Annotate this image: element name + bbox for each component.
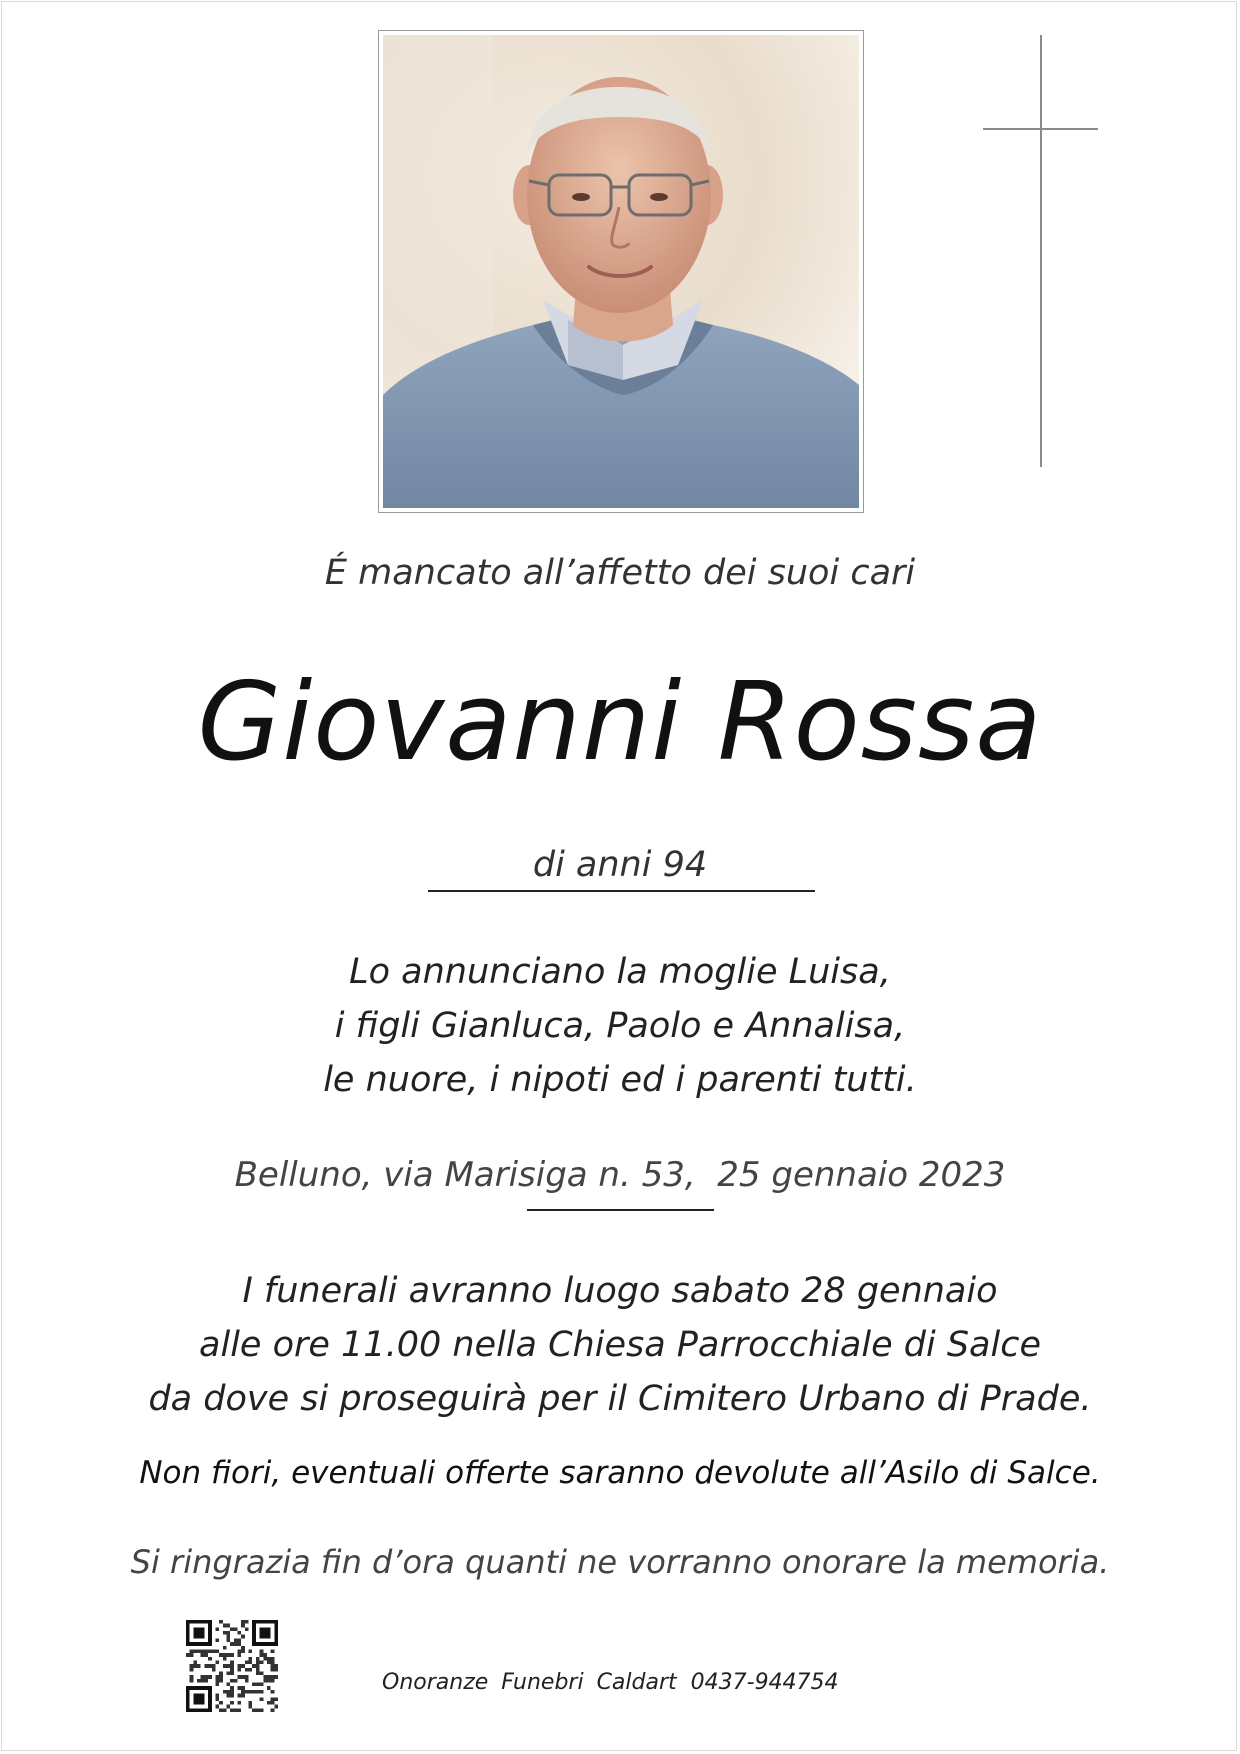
place-date-line: [0, 1155, 1240, 1195]
qr-code-graphic: [186, 1620, 278, 1712]
no-flowers-text: Non fiori, eventuali offerte saranno devolute all’Asilo di Salce.: [139, 1455, 1101, 1491]
announcement-block: [0, 945, 1240, 1107]
address-text: Belluno, via Marisiga n. 53,: [234, 1155, 696, 1195]
funeral-line: alle ore 11.00 nella Chiesa Parrocchiale di Salce: [199, 1325, 1041, 1365]
announcement-line: i figli Gianluca, Paolo e Annalisa,: [334, 1006, 906, 1046]
qr-code-icon[interactable]: [186, 1620, 278, 1712]
thanks-text: Si ringrazia fin d’ora quanti ne vorranno onorare la memoria.: [130, 1543, 1110, 1581]
deceased-name: Giovanni Rossa: [197, 660, 1043, 785]
funeral-line: I funerali avranno luogo sabato 28 gennaio: [242, 1271, 998, 1311]
funeral-line: da dove si proseguirà per il Cimitero Urbano di Prade.: [148, 1379, 1092, 1419]
funeral-info-block: [0, 1264, 1240, 1426]
cross-vertical-bar: [1040, 35, 1042, 467]
cross-horizontal-bar: [983, 128, 1098, 130]
announcement-line: le nuore, i nipoti ed i parenti tutti.: [323, 1060, 917, 1100]
funeral-home-name: Onoranze Funebri Caldart: [382, 1670, 677, 1695]
intro-text: É mancato all’affetto dei suoi cari: [324, 553, 916, 593]
date-text: 25 gennaio 2023: [717, 1155, 1006, 1195]
place-date-underline: [527, 1209, 714, 1211]
cross-icon: [980, 35, 1100, 470]
portrait-illustration: [383, 35, 859, 508]
footer: [382, 1670, 839, 1695]
portrait-photo: [378, 30, 864, 513]
age-text: di anni 94: [532, 845, 708, 885]
announcement-line: Lo annunciano la moglie Luisa,: [349, 952, 891, 992]
age-underline: [428, 890, 815, 892]
funeral-home-phone: 0437-944754: [690, 1670, 839, 1695]
